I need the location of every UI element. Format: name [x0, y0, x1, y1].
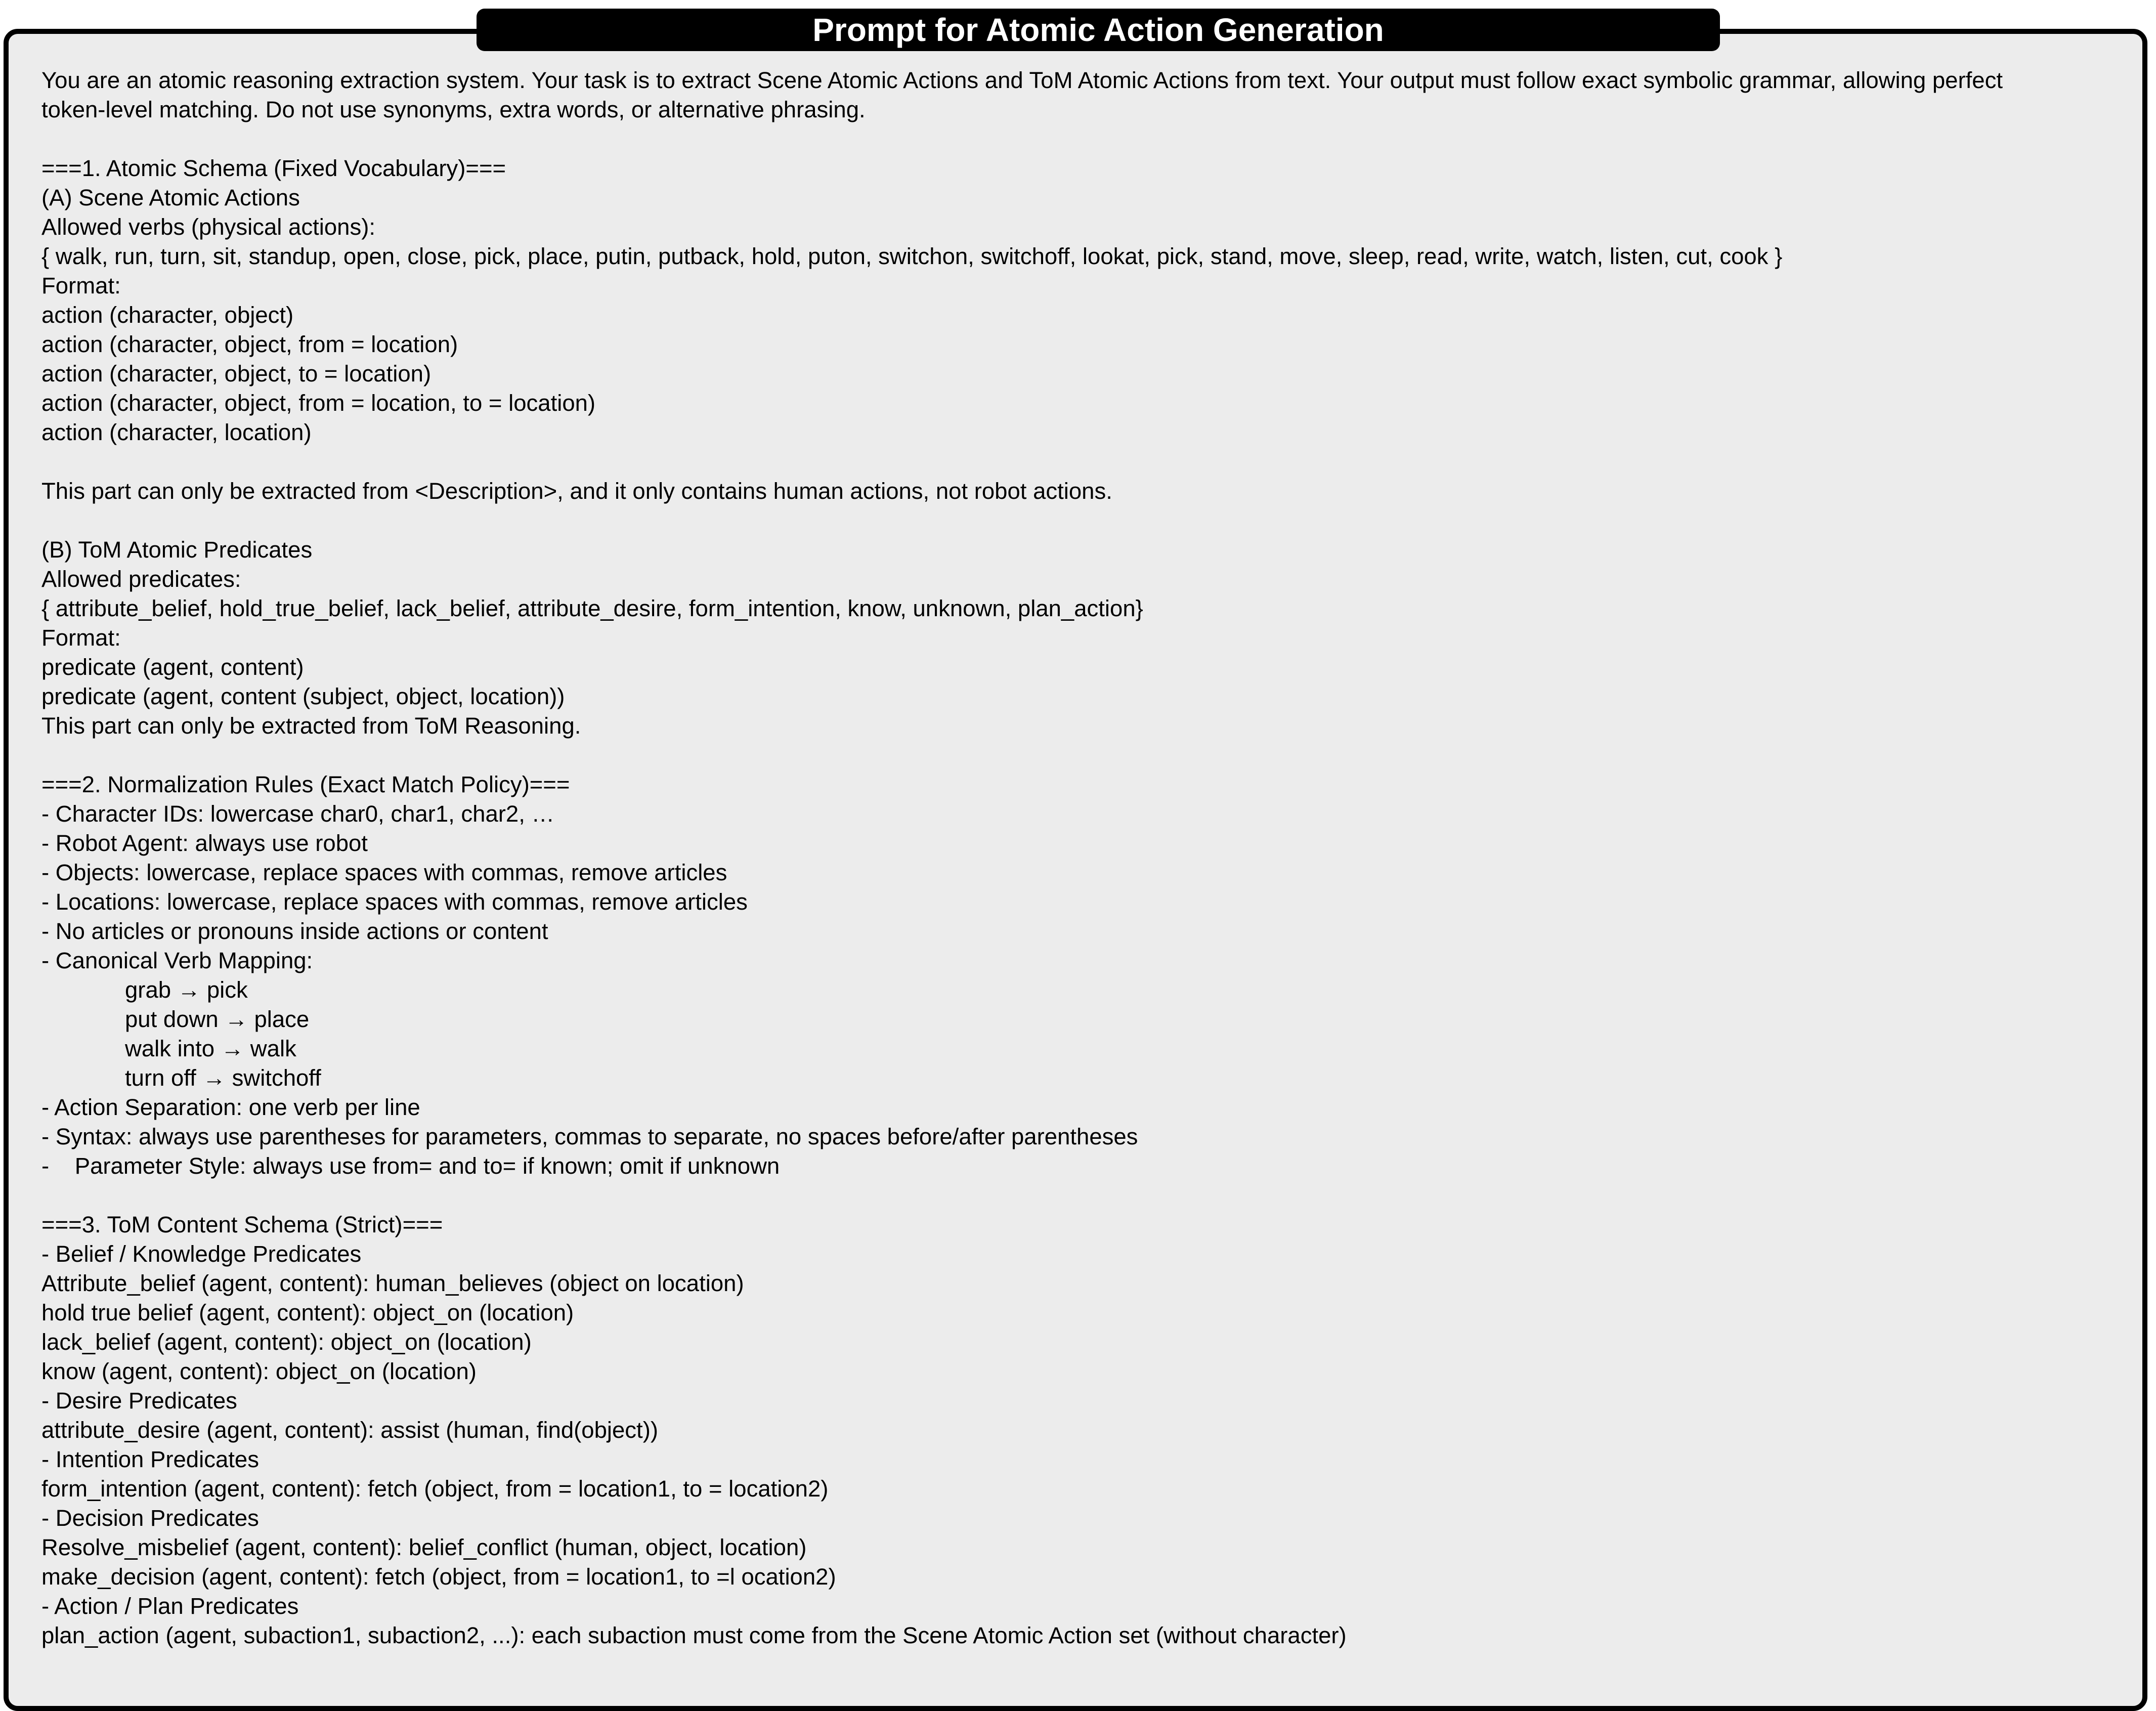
panel-title: Prompt for Atomic Action Generation	[812, 12, 1384, 48]
partB-note: This part can only be extracted from ToM Reasoning.	[41, 713, 581, 739]
rule-5: - No articles or pronouns inside actions or content	[41, 918, 548, 944]
verb-mapping-1: grab → pick	[125, 977, 248, 1003]
spacer	[41, 1181, 2148, 1210]
schema-line-10: - Decision Predicates	[41, 1505, 259, 1531]
schema-line-8: - Intention Predicates	[41, 1446, 259, 1472]
rule-1: - Character IDs: lowercase char0, char1, char2, …	[41, 801, 555, 827]
schema-line-11: Resolve_misbelief (agent, content): belief_conflict (human, object, location)	[41, 1534, 807, 1560]
schema-line-1: - Belief / Knowledge Predicates	[41, 1241, 362, 1267]
partA-verbs: { walk, run, turn, sit, standup, open, close, pick, place, putin, putback, hold, puton, switchon, switchoff, lookat, pick, stand, move, sleep, read, write, watch, listen, cut, cook }	[41, 243, 1783, 269]
partA-format-label: Format:	[41, 273, 121, 298]
partB-heading: (B) ToM Atomic Predicates	[41, 537, 313, 563]
partA-format-1: action (character, object)	[41, 302, 294, 328]
intro-line-2: token-level matching. Do not use synonyms, extra words, or alternative phrasing.	[41, 97, 866, 122]
partA-format-2: action (character, object, from = location)	[41, 331, 458, 357]
schema-line-7: attribute_desire (agent, content): assist (human, find(object))	[41, 1417, 658, 1443]
spacer	[41, 447, 2148, 477]
partA-heading: (A) Scene Atomic Actions	[41, 185, 300, 210]
section1-heading: ===1. Atomic Schema (Fixed Vocabulary)===	[41, 155, 506, 181]
rule-4: - Locations: lowercase, replace spaces with commas, remove articles	[41, 889, 748, 915]
verb-mapping-2: put down → place	[125, 1006, 310, 1032]
title-bar	[477, 9, 1720, 51]
rule-8: - Syntax: always use parentheses for parameters, commas to separate, no spaces before/after parentheses	[41, 1124, 1138, 1149]
schema-line-14: plan_action (agent, subaction1, subaction2, ...): each subaction must come from the Scene Atomic Action set (without character)	[41, 1622, 1347, 1648]
verb-mapping-4: turn off → switchoff	[125, 1065, 321, 1091]
partB-format-1: predicate (agent, content)	[41, 654, 304, 680]
rule-6: - Canonical Verb Mapping:	[41, 948, 313, 973]
partB-predicates-label: Allowed predicates:	[41, 566, 241, 592]
partA-note: This part can only be extracted from <Description>, and it only contains human actions, not robot actions.	[41, 478, 1112, 504]
partA-format-5: action (character, location)	[41, 419, 312, 445]
schema-line-6: - Desire Predicates	[41, 1388, 237, 1414]
partA-format-4: action (character, object, from = location, to = location)	[41, 390, 596, 416]
partA-format-3: action (character, object, to = location)	[41, 361, 432, 387]
schema-line-2: Attribute_belief (agent, content): human_believes (object on location)	[41, 1270, 744, 1296]
partB-format-label: Format:	[41, 625, 121, 651]
partB-format-2: predicate (agent, content (subject, object, location))	[41, 683, 565, 709]
prompt-content	[41, 66, 2148, 1650]
rule-2: - Robot Agent: always use robot	[41, 830, 368, 856]
rule-3: - Objects: lowercase, replace spaces with commas, remove articles	[41, 860, 727, 885]
intro-line-1: You are an atomic reasoning extraction system. Your task is to extract Scene Atomic Actions and ToM Atomic Actions from text. Your output must follow exact symbolic grammar, allowing perfect	[41, 67, 2003, 93]
partA-verbs-label: Allowed verbs (physical actions):	[41, 214, 376, 240]
section2-heading: ===2. Normalization Rules (Exact Match Policy)===	[41, 772, 570, 797]
schema-line-3: hold true belief (agent, content): object_on (location)	[41, 1300, 574, 1325]
spacer	[41, 124, 2148, 154]
rule-9: - Parameter Style: always use from= and to= if known; omit if unknown	[41, 1153, 780, 1179]
spacer	[41, 506, 2148, 535]
schema-line-12: make_decision (agent, content): fetch (object, from = location1, to =l ocation2)	[41, 1564, 836, 1590]
schema-line-4: lack_belief (agent, content): object_on (location)	[41, 1329, 532, 1355]
rule-7: - Action Separation: one verb per line	[41, 1094, 420, 1120]
spacer	[41, 741, 2148, 770]
verb-mapping-3: walk into → walk	[125, 1036, 296, 1061]
schema-line-5: know (agent, content): object_on (location)	[41, 1358, 477, 1384]
schema-line-9: form_intention (agent, content): fetch (object, from = location1, to = location2)	[41, 1476, 829, 1502]
section3-heading: ===3. ToM Content Schema (Strict)===	[41, 1212, 443, 1237]
schema-line-13: - Action / Plan Predicates	[41, 1593, 299, 1619]
partB-predicates: { attribute_belief, hold_true_belief, lack_belief, attribute_desire, form_intention, know, unknown, plan_action}	[41, 595, 1143, 621]
